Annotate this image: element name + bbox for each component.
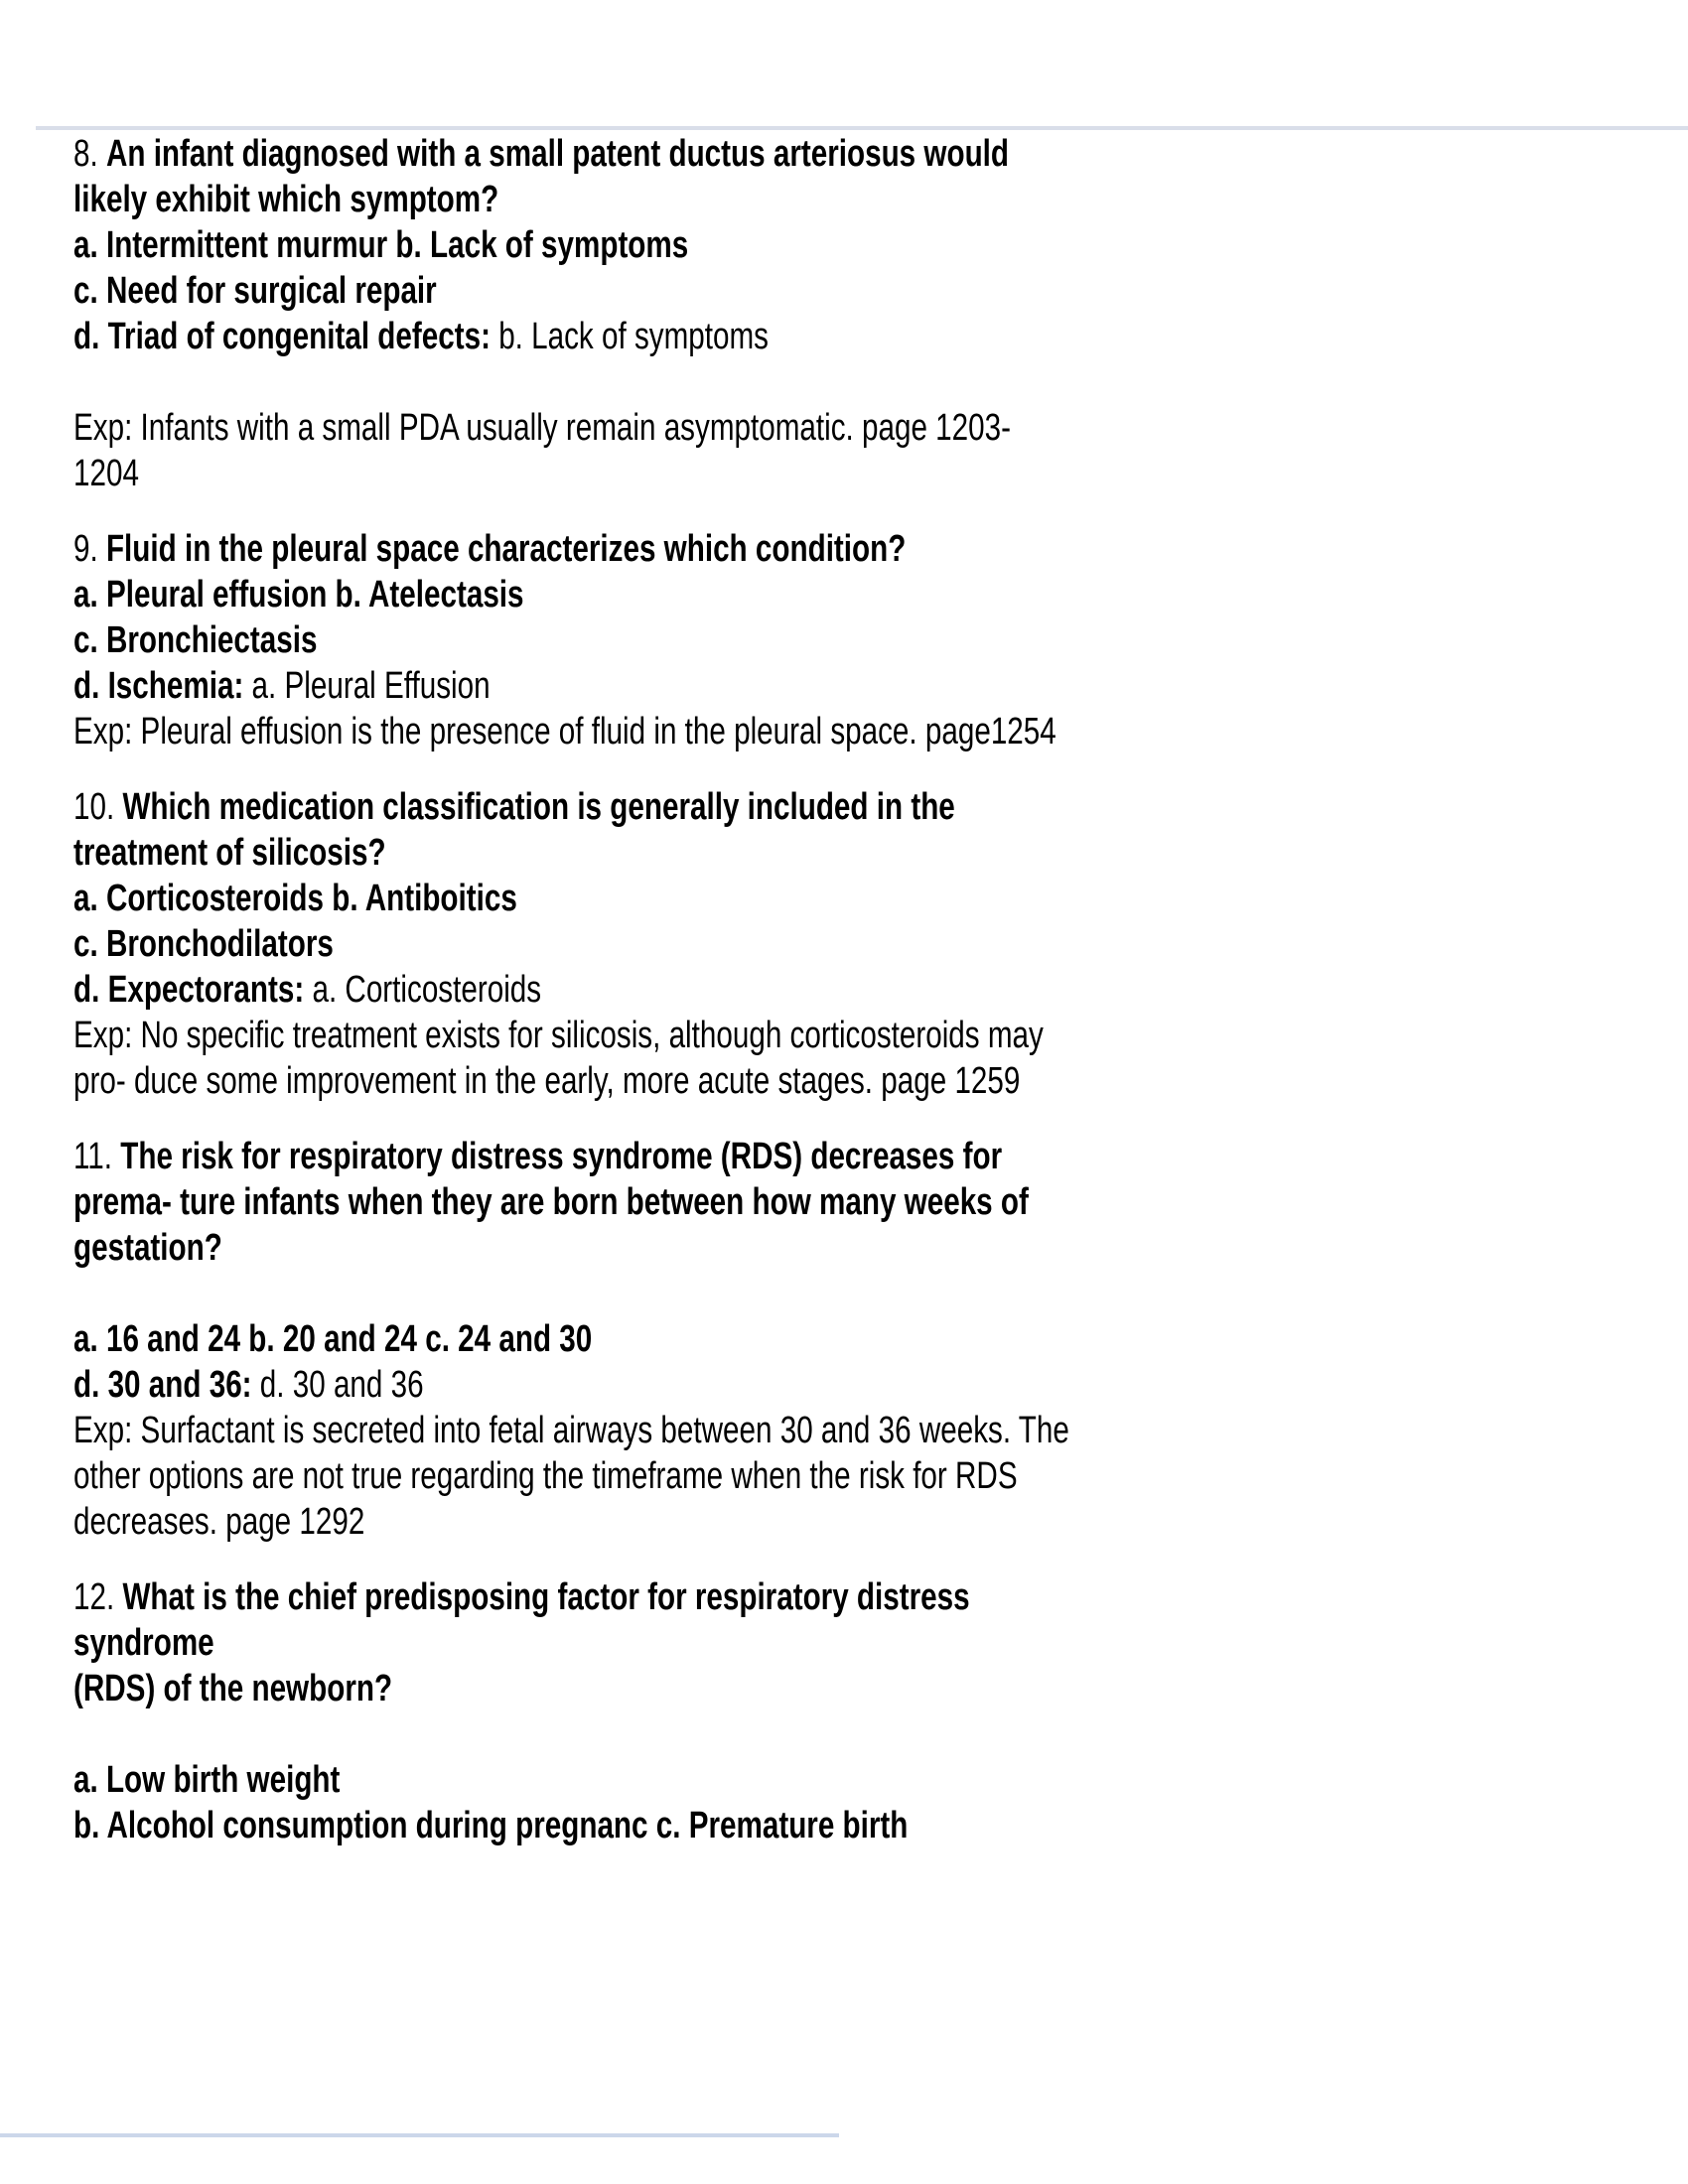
text-segment: d. Expectorants: xyxy=(73,969,305,1011)
text-line xyxy=(73,1666,1265,1711)
text-line-inner xyxy=(73,1058,1020,1104)
text-segment: 8. xyxy=(73,133,106,175)
text-line-inner xyxy=(73,451,139,496)
text-segment: d. Ischemia: xyxy=(73,665,244,707)
text-line xyxy=(73,131,1265,177)
text-segment: b. Alcohol consumption during pregnanc c. Premature birth xyxy=(73,1805,909,1846)
page-top-divider xyxy=(36,126,1688,130)
text-line xyxy=(73,268,1265,314)
text-segment: syndrome xyxy=(73,1622,214,1664)
question-11-block xyxy=(73,1134,1265,1545)
text-segment: a. Corticosteroids xyxy=(304,969,542,1011)
text-segment: b. Lack of symptoms xyxy=(490,316,769,357)
text-segment: a. 16 and 24 b. 20 and 24 c. 24 and 30 xyxy=(73,1318,593,1360)
text-segment: Exp: Infants with a small PDA usually remain asymptomatic. page 1203- xyxy=(73,407,1011,449)
text-segment: prema- ture infants when they are born between how many weeks of xyxy=(73,1181,1029,1223)
question-9-block xyxy=(73,526,1265,754)
text-line-inner xyxy=(73,177,498,222)
document-content xyxy=(73,131,1265,1848)
text-segment: c. Bronchodilators xyxy=(73,923,334,965)
text-line xyxy=(73,314,1265,359)
text-line xyxy=(73,663,1265,709)
text-line-inner xyxy=(73,526,906,572)
text-line-inner xyxy=(73,1574,970,1620)
text-line xyxy=(73,526,1265,572)
text-segment: c. Need for surgical repair xyxy=(73,270,437,312)
text-line xyxy=(73,1499,1265,1545)
text-segment: a. Pleural Effusion xyxy=(243,665,491,707)
text-line-inner xyxy=(73,572,524,617)
text-line xyxy=(73,359,1265,405)
text-line xyxy=(73,1271,1265,1316)
text-segment: treatment of silicosis? xyxy=(73,832,386,874)
text-line-inner xyxy=(73,1179,1029,1225)
text-segment: likely exhibit which symptom? xyxy=(73,179,499,220)
text-line xyxy=(73,1179,1265,1225)
text-line xyxy=(73,1408,1265,1453)
text-line-inner xyxy=(73,131,1009,177)
text-line-inner xyxy=(73,1757,340,1803)
text-line-inner xyxy=(73,1362,424,1408)
text-line-inner xyxy=(73,921,334,967)
text-line xyxy=(73,1803,1265,1848)
text-segment: c. Bronchiectasis xyxy=(73,619,318,661)
text-segment: d. 30 and 36 xyxy=(251,1364,424,1406)
text-line-inner xyxy=(73,663,491,709)
text-line xyxy=(73,1362,1265,1408)
text-line xyxy=(73,451,1265,496)
text-line-inner xyxy=(73,405,1011,451)
text-segment: 10. xyxy=(73,786,123,828)
text-segment: (RDS) of the newborn? xyxy=(73,1668,393,1709)
text-line-inner xyxy=(73,617,317,663)
text-line xyxy=(73,1134,1265,1179)
text-line xyxy=(73,572,1265,617)
text-line-inner xyxy=(73,784,955,830)
text-line xyxy=(73,177,1265,222)
text-segment: An infant diagnosed with a small patent ductus arteriosus would xyxy=(105,133,1010,175)
text-segment: d. Triad of congenital defects: xyxy=(73,316,491,357)
page-bottom-divider xyxy=(0,2133,839,2137)
text-segment: other options are not true regarding the timeframe when the risk for RDS xyxy=(73,1455,1018,1497)
text-line xyxy=(73,617,1265,663)
text-line xyxy=(73,1013,1265,1058)
text-segment: gestation? xyxy=(73,1227,222,1269)
text-segment: a. Corticosteroids b. Antiboitics xyxy=(73,878,517,919)
text-line xyxy=(73,921,1265,967)
text-line-inner xyxy=(73,1013,1044,1058)
text-segment: decreases. page 1292 xyxy=(73,1501,365,1543)
text-line-inner xyxy=(73,967,541,1013)
text-line-inner xyxy=(73,1225,222,1271)
text-segment: Which medication classification is generally included in the xyxy=(122,786,955,828)
text-segment: Exp: Pleural effusion is the presence of fluid in the pleural space. page1254 xyxy=(73,711,1056,752)
question-10-block xyxy=(73,784,1265,1104)
text-line-inner xyxy=(73,876,517,921)
text-line xyxy=(73,709,1265,754)
text-line-inner xyxy=(73,1134,1002,1179)
text-line-inner xyxy=(73,1453,1018,1499)
text-segment: The risk for respiratory distress syndrome (RDS) decreases for xyxy=(120,1136,1003,1177)
text-segment: 1204 xyxy=(73,453,139,494)
text-line-inner xyxy=(73,314,769,359)
text-segment: What is the chief predisposing factor for respiratory distress xyxy=(122,1576,970,1618)
text-line-inner xyxy=(73,709,1056,754)
text-segment: 9. xyxy=(73,528,106,570)
text-segment: a. Low birth weight xyxy=(73,1759,341,1801)
text-segment: 11. xyxy=(73,1136,121,1177)
text-line xyxy=(73,1225,1265,1271)
text-line xyxy=(73,1620,1265,1666)
text-segment: Exp: Surfactant is secreted into fetal airways between 30 and 36 weeks. The xyxy=(73,1410,1069,1451)
text-line-inner xyxy=(73,1499,364,1545)
text-line xyxy=(73,222,1265,268)
text-line-inner xyxy=(73,222,688,268)
text-line xyxy=(73,876,1265,921)
text-line xyxy=(73,1058,1265,1104)
text-line-inner xyxy=(73,1803,908,1848)
text-segment: Exp: No specific treatment exists for silicosis, although corticosteroids may xyxy=(73,1015,1044,1056)
text-line xyxy=(73,830,1265,876)
text-line xyxy=(73,1453,1265,1499)
text-segment: a. Pleural effusion b. Atelectasis xyxy=(73,574,524,615)
text-segment: pro- duce some improvement in the early, more acute stages. page 1259 xyxy=(73,1060,1021,1102)
text-segment: 12. xyxy=(73,1576,123,1618)
text-line-inner xyxy=(73,1408,1069,1453)
text-line xyxy=(73,1574,1265,1620)
text-line xyxy=(73,1316,1265,1362)
question-8-block xyxy=(73,131,1265,496)
text-line-inner xyxy=(73,268,437,314)
text-line xyxy=(73,967,1265,1013)
text-segment: a. Intermittent murmur b. Lack of symptoms xyxy=(73,224,689,266)
text-line-inner xyxy=(73,1666,392,1711)
text-line xyxy=(73,784,1265,830)
text-line xyxy=(73,405,1265,451)
text-segment: d. 30 and 36: xyxy=(73,1364,252,1406)
text-line-inner xyxy=(73,1316,592,1362)
text-line xyxy=(73,1757,1265,1803)
text-line-inner xyxy=(73,1620,214,1666)
question-12-block xyxy=(73,1574,1265,1848)
text-segment: Fluid in the pleural space characterizes which condition? xyxy=(105,528,907,570)
text-line-inner xyxy=(73,830,386,876)
text-line xyxy=(73,1711,1265,1757)
